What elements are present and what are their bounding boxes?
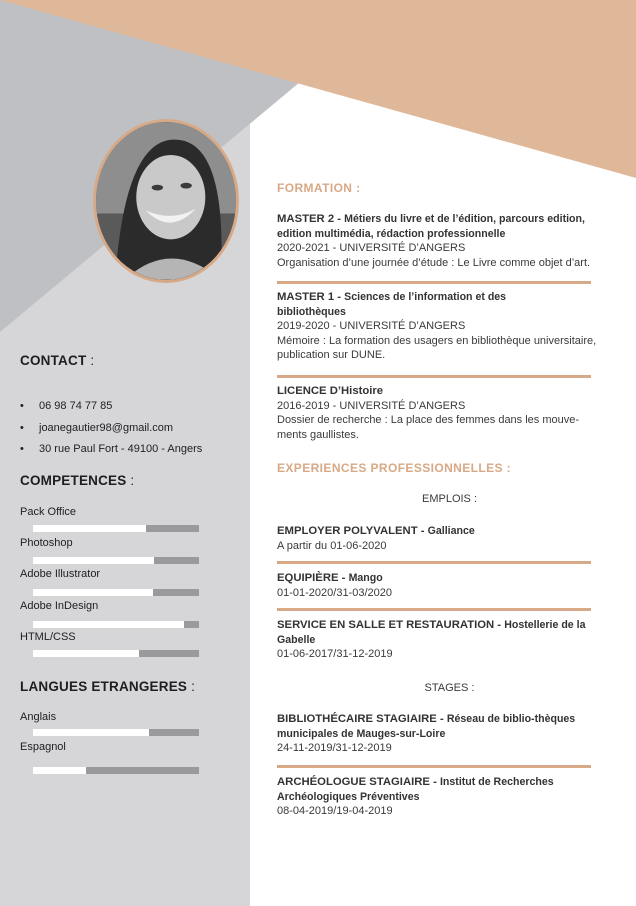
internships-label: STAGES : bbox=[424, 682, 475, 694]
contact-heading: CONTACT : bbox=[20, 353, 95, 368]
entry-dates: 2016-2019 - UNIVERSITÉ D’ANGERS bbox=[277, 399, 466, 412]
skill-bar-fill bbox=[33, 621, 184, 628]
entry-dates: 08-04-2019/19-04-2019 bbox=[277, 805, 393, 817]
section-divider bbox=[277, 561, 591, 564]
contact-address: • 30 rue Paul Fort - 49100 - Angers bbox=[20, 441, 202, 463]
entry-dates: A partir du 01-06-2020 bbox=[277, 539, 387, 552]
language-bar-fill bbox=[33, 729, 149, 736]
skill-bar-fill bbox=[33, 557, 154, 564]
skill-label: Photoshop bbox=[20, 537, 73, 549]
entry-subtitle: Mango bbox=[348, 572, 383, 584]
entry-dates: 2020-2021 - UNIVERSITÉ D’ANGERS bbox=[277, 242, 466, 254]
entry-subtitle: Sciences de l’information et des bibliothèques bbox=[277, 291, 507, 318]
jobs-label: EMPLOIS : bbox=[421, 493, 478, 505]
experience-heading: EXPERIENCES PROFESSIONNELLES : bbox=[277, 461, 512, 475]
section-divider bbox=[277, 281, 591, 284]
entry-dates: 01-06-2017/31-12-2019 bbox=[277, 648, 393, 660]
skills-heading: COMPETENCES : bbox=[20, 473, 135, 488]
language-label: Anglais bbox=[20, 711, 57, 723]
contact-list bbox=[20, 398, 202, 463]
entry-title: SERVICE EN SALLE ET RESTAURATION - bbox=[277, 619, 505, 631]
entry-subtitle: Galliance bbox=[427, 525, 475, 537]
skill-bar bbox=[33, 589, 199, 596]
entry-title: EQUIPIÈRE - bbox=[277, 572, 349, 584]
internship-entry bbox=[277, 712, 622, 756]
formation-entry bbox=[277, 212, 622, 270]
formation-entry bbox=[277, 384, 622, 442]
entry-title: BIBLIOTHÉCAIRE STAGIAIRE - bbox=[277, 713, 447, 725]
skill-bar-fill bbox=[33, 650, 139, 657]
skill-bar bbox=[33, 525, 199, 532]
job-entry bbox=[277, 524, 622, 553]
language-bar-fill bbox=[33, 767, 86, 774]
languages-heading: LANGUES ETRANGERES : bbox=[20, 679, 196, 694]
job-entry bbox=[277, 618, 622, 662]
contact-phone: • 06 98 74 77 85 bbox=[20, 398, 202, 420]
profile-photo bbox=[93, 119, 239, 283]
section-divider bbox=[277, 765, 591, 768]
entry-subtitle: Institut de Recherches Archéologiques Préventives bbox=[277, 776, 554, 803]
entry-title: LICENCE D’Histoire bbox=[277, 385, 384, 397]
entry-dates: 2019-2020 - UNIVERSITÉ D’ANGERS bbox=[277, 320, 466, 332]
entry-description: Dossier de recherche : La place des femmes dans les mouve-ments gaullistes. bbox=[277, 414, 580, 441]
formation-entry bbox=[277, 290, 622, 363]
skill-bar-fill bbox=[33, 589, 153, 596]
skill-label: Adobe Illustrator bbox=[20, 568, 101, 580]
entry-title: EMPLOYER POLYVALENT - bbox=[277, 525, 428, 537]
skill-label: HTML/CSS bbox=[20, 631, 76, 643]
entry-title: MASTER 1 - bbox=[277, 291, 345, 303]
language-bar bbox=[33, 767, 199, 774]
formation-heading: FORMATION : bbox=[277, 181, 361, 195]
skill-bar bbox=[33, 621, 199, 628]
internship-entry bbox=[277, 775, 622, 819]
language-label: Espagnol bbox=[20, 741, 66, 753]
entry-title: MASTER 2 - bbox=[277, 213, 345, 225]
entry-description: Organisation d’une journée d’étude : Le Livre comme objet d’art. bbox=[277, 256, 591, 269]
skill-label: Adobe InDesign bbox=[20, 600, 99, 612]
job-entry bbox=[277, 571, 622, 600]
entry-dates: 01-01-2020/31-03/2020 bbox=[277, 586, 392, 599]
section-divider bbox=[277, 375, 591, 378]
entry-subtitle: Hostellerie de la Gabelle bbox=[277, 619, 586, 646]
entry-title: ARCHÉOLOGUE STAGIAIRE - bbox=[277, 776, 440, 788]
section-divider bbox=[277, 608, 591, 611]
entry-subtitle: Réseau de biblio-thèques municipales de Mauges-sur-Loire bbox=[277, 713, 576, 740]
skill-label: Pack Office bbox=[20, 506, 77, 518]
entry-description: Mémoire : La formation des usagers en bibliothèque universitaire, publication sur DUNE. bbox=[277, 334, 597, 361]
language-bar bbox=[33, 729, 199, 736]
entry-dates: 24-11-2019/31-12-2019 bbox=[277, 742, 392, 754]
skill-bar bbox=[33, 557, 199, 564]
skill-bar-fill bbox=[33, 525, 146, 532]
skill-bar bbox=[33, 650, 199, 657]
entry-subtitle: Métiers du livre et de l’édition, parcours edition, edition multimédia, rédaction professionnelle bbox=[277, 213, 585, 240]
contact-email: • joanegautier98@gmail.com bbox=[20, 420, 202, 442]
